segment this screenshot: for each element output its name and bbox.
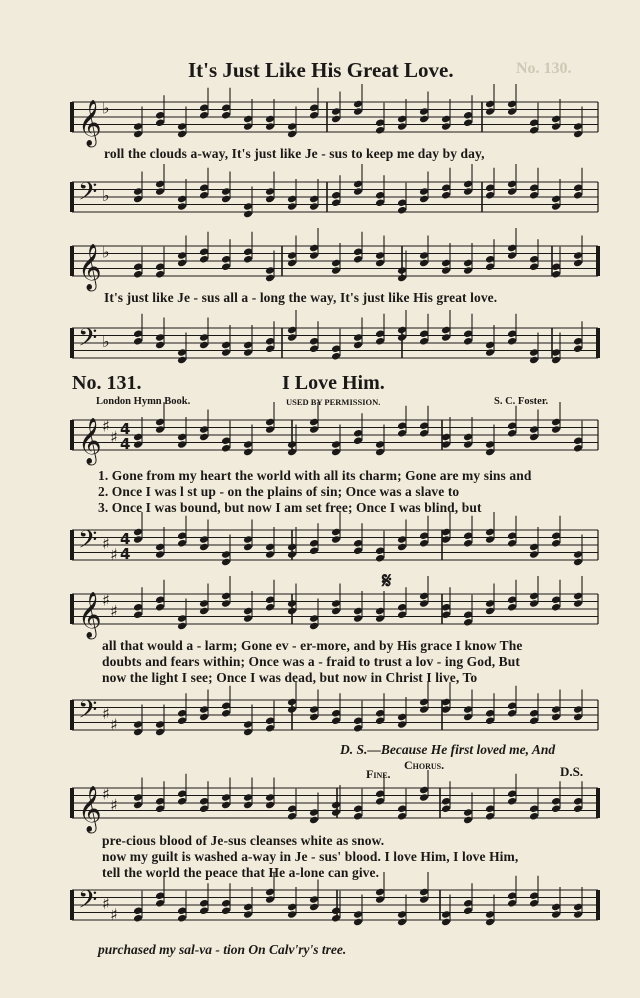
staff-lines xyxy=(72,236,598,296)
staff-treble-5 xyxy=(72,778,598,834)
sharp-sign-icon: ♯ xyxy=(102,533,110,553)
lyric-verse-1: all that would a - larm; Gone ev - er-more, and by His grace I know The xyxy=(102,638,523,653)
hymn-source: London Hymn Book. xyxy=(96,396,191,407)
lyric-verse-3: tell the world the peace that He a-lone can give. xyxy=(102,865,380,880)
staff-lines xyxy=(72,172,598,232)
staff-bass-3 xyxy=(72,520,598,578)
staff-lines xyxy=(72,690,598,750)
staff-lines xyxy=(72,520,598,580)
footer-lyric: purchased my sal-va - tion On Calv'ry's tree. xyxy=(98,942,347,957)
ds-text: D. S.—Because He first loved me, And xyxy=(340,742,556,757)
staff-lines xyxy=(72,92,598,152)
time-signature-digit: 4 xyxy=(120,420,131,438)
treble-clef-icon: 𝄞 xyxy=(78,418,102,464)
staff-bass-4 xyxy=(72,690,598,740)
lyric-verse-2: doubts and fears within; Once was a - fraid to trust a lov - ing God, But xyxy=(102,654,520,669)
sharp-sign-icon: ♯ xyxy=(102,893,110,913)
time-signature-digit: 4 xyxy=(120,545,131,563)
sharp-sign-icon: ♯ xyxy=(110,905,118,924)
sharp-sign-icon: ♯ xyxy=(110,427,118,447)
sharp-sign-icon: ♯ xyxy=(110,545,118,564)
bass-clef-icon: 𝄢 xyxy=(78,177,98,213)
staff-treble-2 xyxy=(72,236,598,292)
time-signature-digit: 4 xyxy=(120,530,131,548)
staff-treble-4 xyxy=(72,584,598,642)
permission-note: USED BY PERMISSION. xyxy=(286,397,381,407)
segno-sign: 𝄋 xyxy=(382,568,392,593)
treble-clef-icon: 𝄞 xyxy=(78,592,102,638)
sharp-sign-icon: ♯ xyxy=(102,703,110,723)
flat-sign-icon: ♭ xyxy=(102,185,110,205)
bass-clef-icon: 𝄢 xyxy=(78,695,98,731)
sharp-sign-icon: ♯ xyxy=(110,715,118,734)
page-number-mark: No. 130. xyxy=(516,60,572,77)
staff-lines xyxy=(72,778,598,838)
sharp-sign-icon: ♯ xyxy=(102,590,110,610)
bass-clef-icon: 𝄢 xyxy=(78,525,98,561)
lyric-verse-2: 2. Once I was l st up - on the plains of sin; Once was a slave to xyxy=(98,484,460,499)
lyric-verse-1: 1. Gone from my heart the world with all its charm; Gone are my sins and xyxy=(98,468,532,483)
hymn-131-title: I Love Him. xyxy=(282,372,385,394)
staff-lines xyxy=(72,318,598,378)
staff-lines xyxy=(72,584,598,644)
lyric-verse-3: 3. Once I was bound, but now I am set free; Once I was blind, but xyxy=(98,500,482,515)
staff-lines xyxy=(72,410,598,470)
lyric-verse-2: now my guilt is washed a-way in Je - sus' blood. I love Him, I love Him, xyxy=(102,849,519,864)
staff-bass-5 xyxy=(72,880,598,934)
flat-sign-icon: ♭ xyxy=(102,98,110,118)
treble-clef-icon: 𝄞 xyxy=(78,244,102,290)
bass-clef-icon: 𝄢 xyxy=(78,323,98,359)
composer: S. C. Foster. xyxy=(494,396,549,407)
lyric-line: It's just like Je - sus all a - long the way, It's just like His great love. xyxy=(104,290,498,305)
ds-marker: D.S. xyxy=(560,764,584,779)
treble-clef-icon: 𝄞 xyxy=(78,100,102,146)
lyric-verse-1: pre-cious blood of Je-sus cleanses white as snow. xyxy=(102,833,385,848)
treble-clef-icon: 𝄞 xyxy=(78,786,102,832)
staff-treble-1 xyxy=(72,92,598,148)
bass-clef-icon: 𝄢 xyxy=(78,885,98,921)
hymn-131-number: No. 131. xyxy=(72,372,142,394)
staff-treble-3 xyxy=(72,410,598,468)
sharp-sign-icon: ♯ xyxy=(110,795,118,815)
time-signature-digit: 4 xyxy=(120,435,131,453)
hymn-130-title: It's Just Like His Great Love. xyxy=(188,58,454,82)
lyric-line: roll the clouds a-way, It's just like Je - sus to keep me day by day, xyxy=(104,146,485,161)
staff-bass-1 xyxy=(72,172,598,228)
sharp-sign-icon: ♯ xyxy=(110,601,118,621)
flat-sign-icon: ♭ xyxy=(102,331,110,351)
sharp-sign-icon: ♯ xyxy=(102,784,110,804)
chorus-marker: Chorus. xyxy=(404,758,445,772)
flat-sign-icon: ♭ xyxy=(102,242,110,262)
fine-marker: Fine. xyxy=(366,767,391,781)
staff-lines xyxy=(72,880,598,940)
sharp-sign-icon: ♯ xyxy=(102,416,110,436)
lyric-verse-3: now the light I see; Once I was dead, but now in Christ I live, To xyxy=(102,670,478,685)
staff-bass-2 xyxy=(72,318,598,374)
